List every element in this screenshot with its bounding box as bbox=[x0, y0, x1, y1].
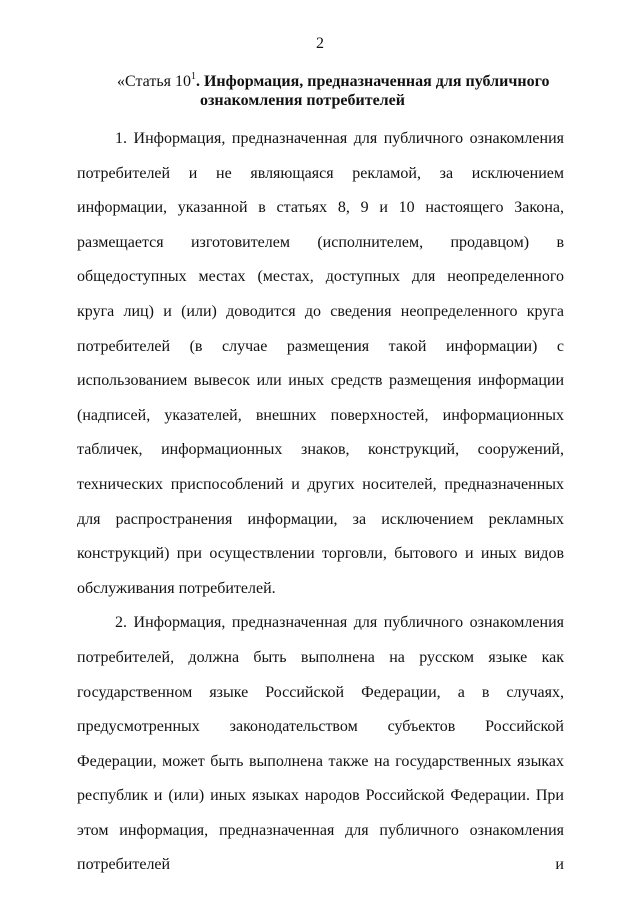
article-title-part-1: . Информация, предназначенная для публичного bbox=[195, 73, 550, 90]
article-heading-line-1 bbox=[117, 72, 577, 91]
paragraph-1: 1. Информация, предназначенная для публичного ознакомления потребителей и не являющаяся рекламой, за исключением информации, указанной в статьях 8, 9 и 10 настоящего Закона, размещается изготовителем (исполнителем, продавцом) в общедоступных местах (местах, доступных для неопределенного круга лиц) и (или) доводится до сведения неопределенного круга потребителей (в случае размещения такой информации) с использованием вывесок или иных средств размещения информации (надписей, указателей, внешних поверхностей, информационных табличек, информационных знаков, конструкций, сооружений, технических приспособлений и других носителей, предназначенных для распространения информации, за исключением рекламных конструкций) при осуществлении торговли, бытового и иных видов обслуживания потребителей. bbox=[77, 130, 564, 597]
article-body bbox=[77, 122, 564, 883]
article-number-superscript: 1 bbox=[190, 70, 196, 82]
article-title-part-2: ознакомления потребителей bbox=[200, 92, 405, 109]
article-number: «Статья 10 bbox=[117, 73, 191, 90]
article-heading bbox=[117, 72, 577, 110]
paragraph-2: 2. Информация, предназначенная для публичного ознакомления потребителей, должна быть выполнена на русском языке как государственном языке Российской Федерации, а в случаях, предусмотренных законодательством субъектов Российской Федерации, может быть выполнена также на государственных языках республик и (или) иных языках народов Российской Федерации. При этом информация, предназначенная для публичного ознакомления потребителей и bbox=[77, 614, 564, 874]
page-number: 2 bbox=[316, 35, 324, 52]
